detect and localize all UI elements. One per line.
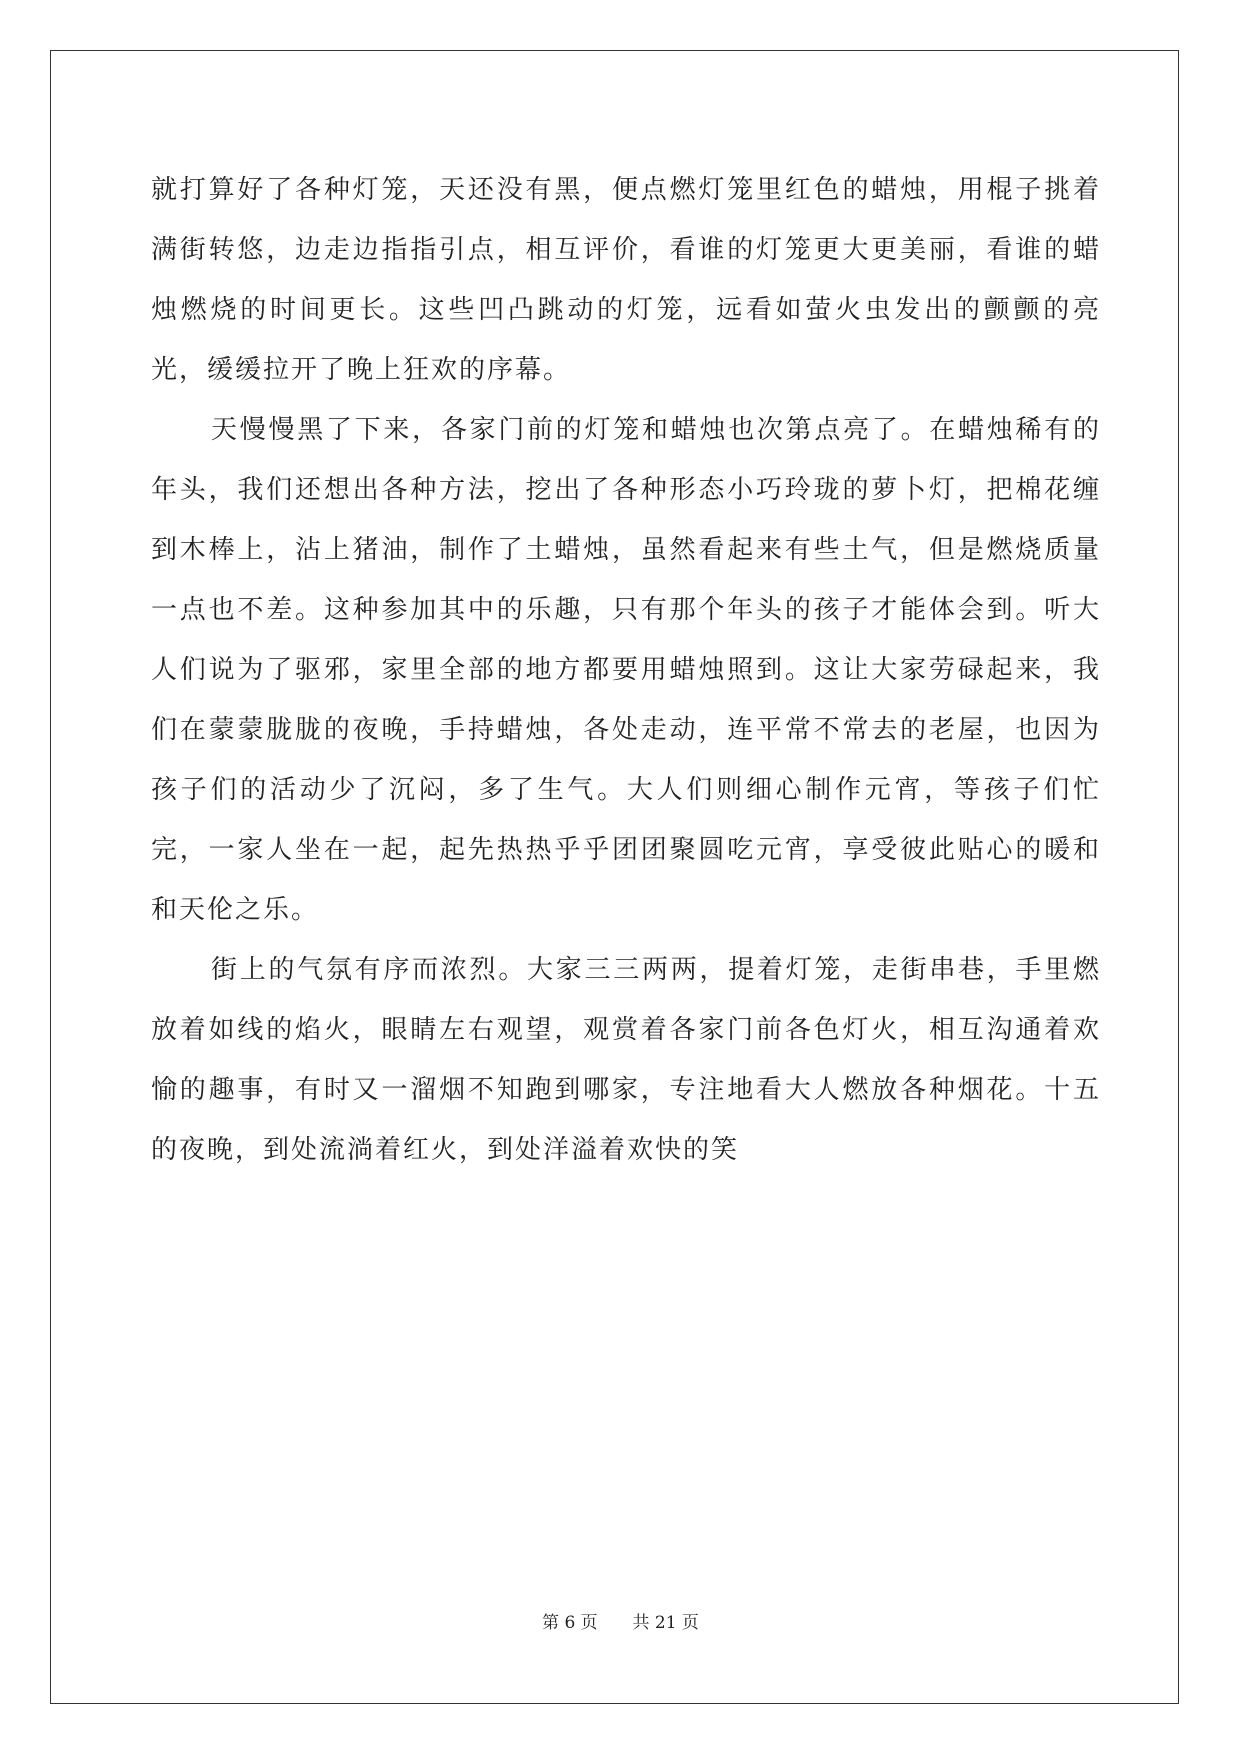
page-number: 第 6 页 — [542, 1613, 598, 1633]
page-footer — [0, 1608, 1241, 1633]
paragraph-3: 街上的气氛有序而浓烈。大家三三两两，提着灯笼，走街串巷，手里燃放着如线的焰火，眼睛左右观望，观赏着各家门前各色灯火，相互沟通着欢愉的趣事，有时又一溜烟不知跑到哪家，专注地看大人燃放各种烟花。十五的夜晚，到处流淌着红火，到处洋溢着欢快的笑 — [151, 955, 1101, 1165]
document-body — [151, 160, 1101, 1180]
page-total: 共 21 页 — [632, 1613, 699, 1633]
paragraph-1: 就打算好了各种灯笼，天还没有黑，便点燃灯笼里红色的蜡烛，用棍子挑着满街转悠，边走边指指引点，相互评价，看谁的灯笼更大更美丽，看谁的蜡烛燃烧的时间更长。这些凹凸跳动的灯笼，远看如萤火虫发出的颤颤的亮光，缓缓拉开了晚上狂欢的序幕。 — [151, 175, 1101, 385]
paragraph-2: 天慢慢黑了下来，各家门前的灯笼和蜡烛也次第点亮了。在蜡烛稀有的年头，我们还想出各种方法，挖出了各种形态小巧玲珑的萝卜灯，把棉花缠到木棒上，沾上猪油，制作了土蜡烛，虽然看起来有些土气，但是燃烧质量一点也不差。这种参加其中的乐趣，只有那个年头的孩子才能体会到。听大人们说为了驱邪，家里全部的地方都要用蜡烛照到。这让大家劳碌起来，我们在蒙蒙胧胧的夜晚，手持蜡烛，各处走动，连平常不常去的老屋，也因为孩子们的活动少了沉闷，多了生气。大人们则细心制作元宵，等孩子们忙完，一家人坐在一起，起先热热乎乎团团聚圆吃元宵，享受彼此贴心的暖和和天伦之乐。 — [151, 415, 1101, 925]
